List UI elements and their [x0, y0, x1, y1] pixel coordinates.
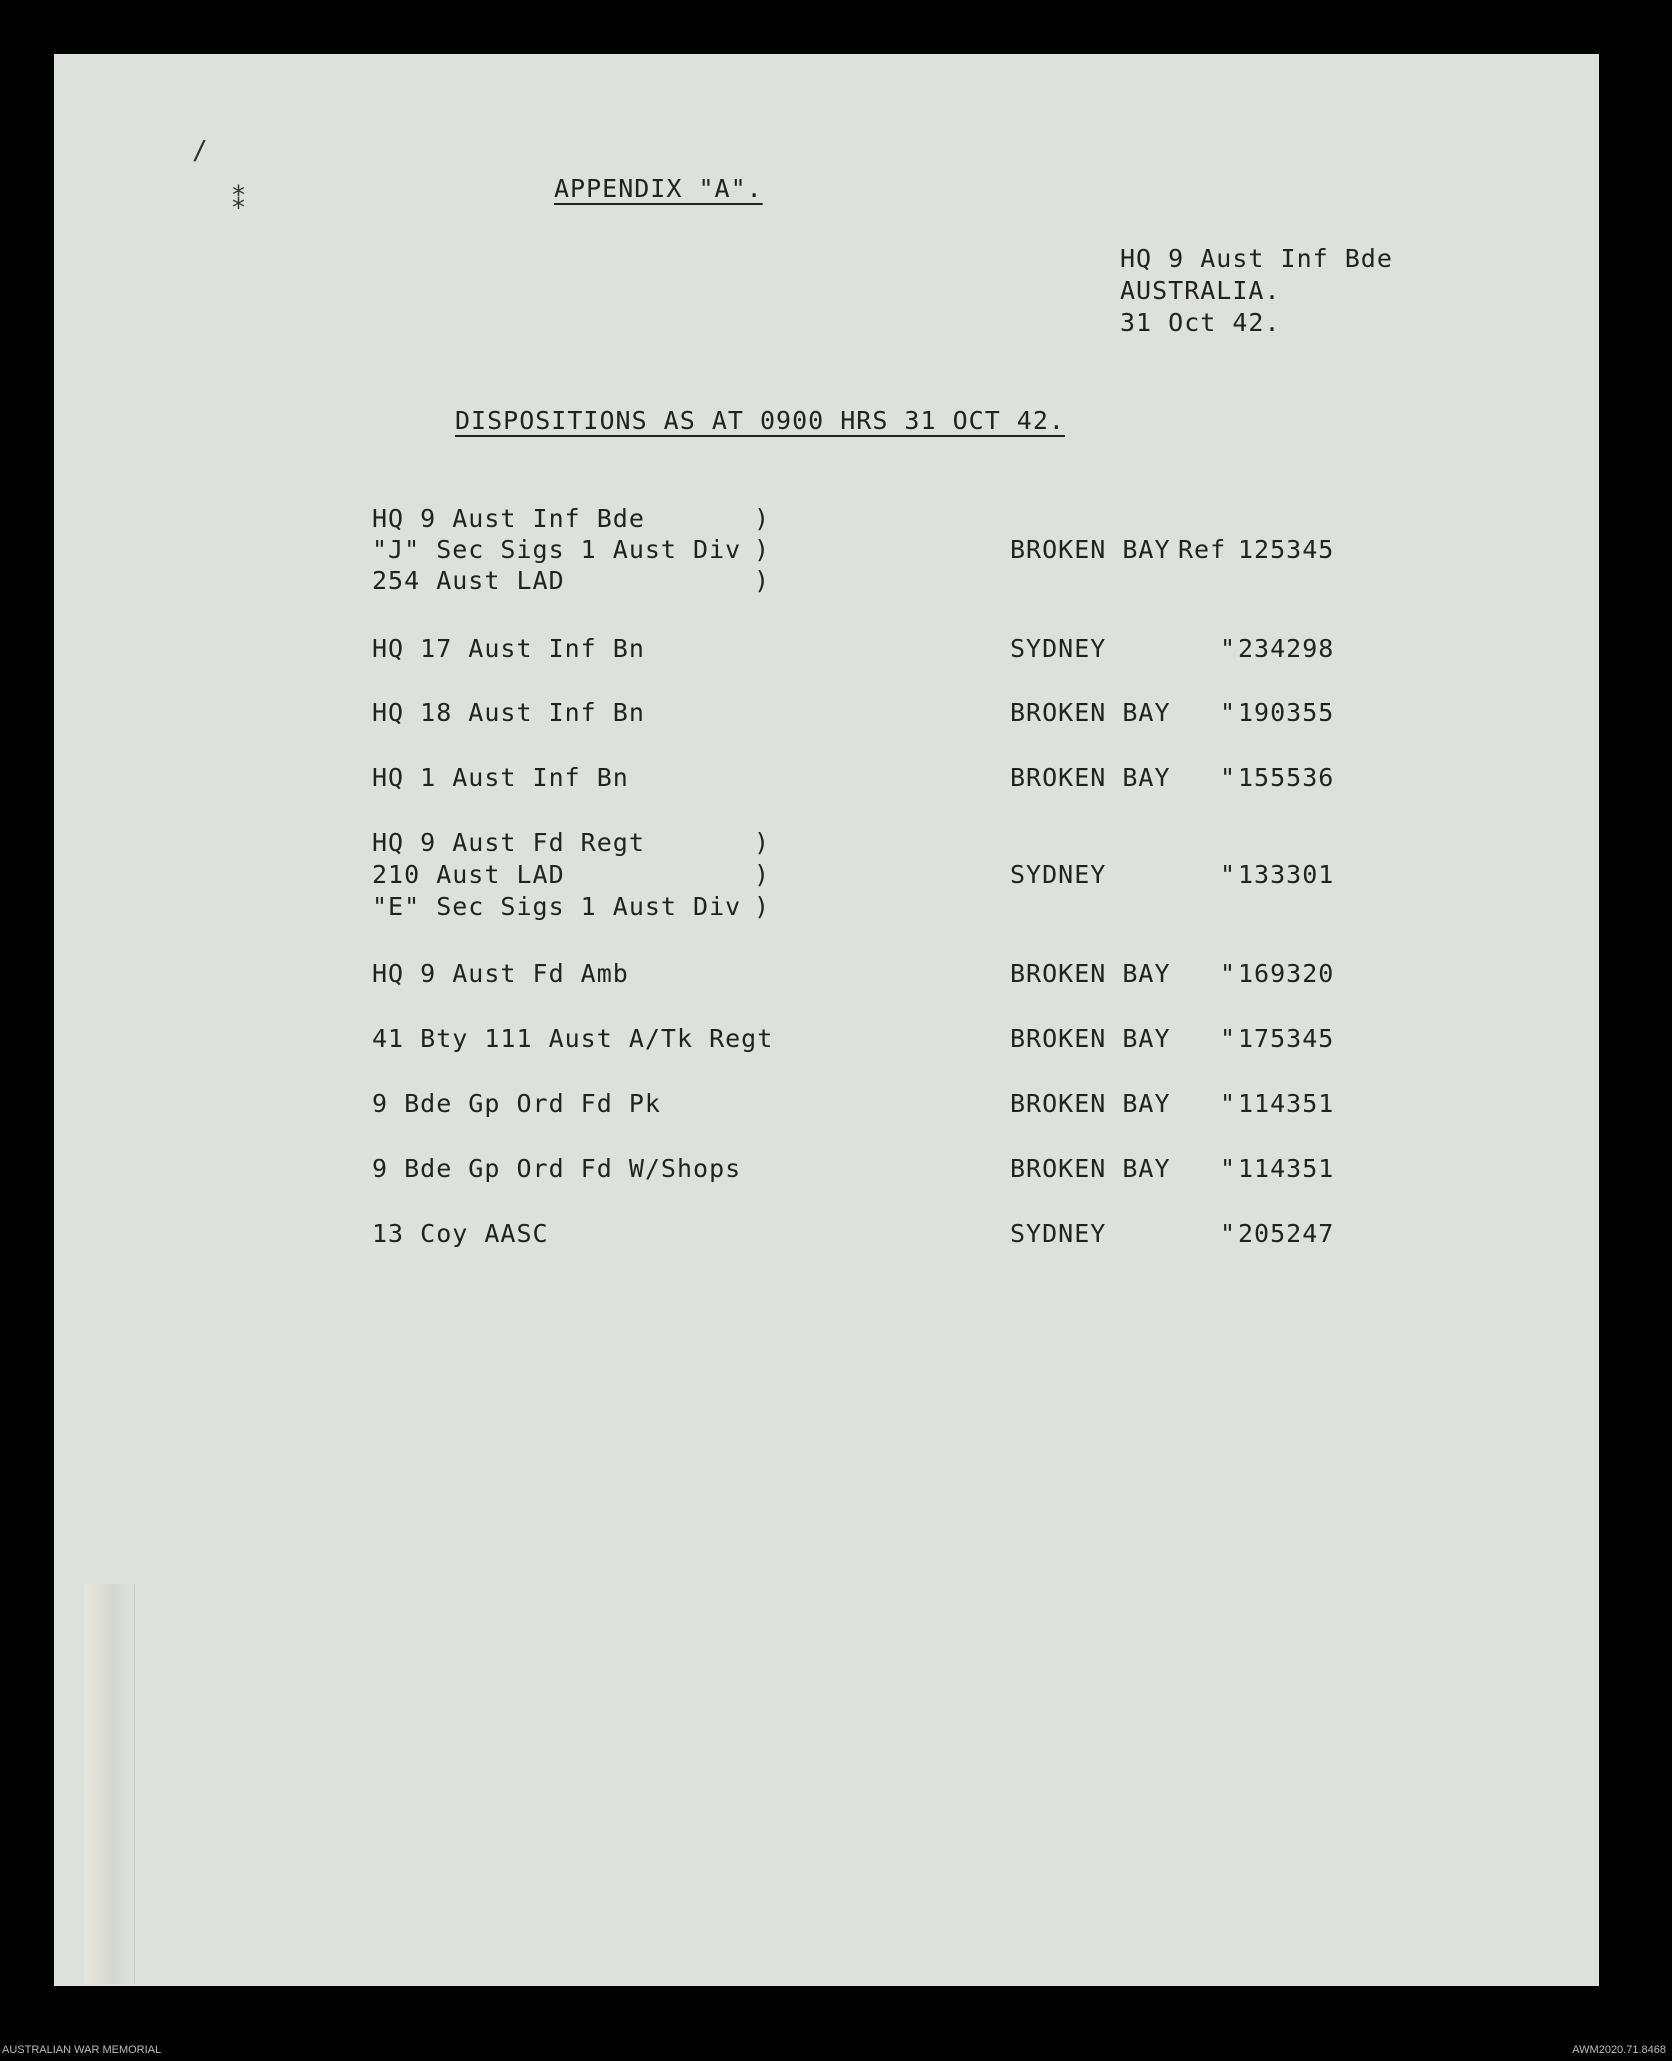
ref-prefix: "	[1220, 698, 1237, 727]
unit-line: 13 Coy AASC	[372, 1219, 549, 1248]
location: BROKEN BAY	[1010, 1154, 1171, 1183]
map-reference: 114351	[1238, 1154, 1335, 1183]
map-reference: 114351	[1238, 1089, 1335, 1118]
ink-mark: /	[192, 136, 208, 166]
footer-source: AUSTRALIAN WAR MEMORIAL	[2, 2044, 162, 2056]
ref-prefix: Ref	[1178, 535, 1227, 564]
unit-line: HQ 9 Aust Fd Amb	[372, 959, 629, 988]
header-date: 31 Oct 42.	[1120, 308, 1281, 337]
brace: )	[754, 566, 770, 595]
map-reference: 125345	[1238, 535, 1335, 564]
ref-prefix: "	[1220, 959, 1237, 988]
brace: )	[754, 535, 770, 564]
unit-line: 9 Bde Gp Ord Fd W/Shops	[372, 1154, 742, 1183]
location: BROKEN BAY	[1010, 535, 1171, 564]
map-reference: 155536	[1238, 763, 1335, 792]
location: BROKEN BAY	[1010, 698, 1171, 727]
unit-line: 210 Aust LAD	[372, 860, 565, 889]
ref-prefix: "	[1220, 860, 1237, 889]
ref-prefix: "	[1220, 1024, 1237, 1053]
header-country: AUSTRALIA.	[1120, 276, 1281, 305]
map-reference: 190355	[1238, 698, 1335, 727]
unit-line: 9 Bde Gp Ord Fd Pk	[372, 1089, 661, 1118]
brace: )	[754, 860, 770, 889]
unit-line: 254 Aust LAD	[372, 566, 565, 595]
ref-prefix: "	[1220, 1154, 1237, 1183]
unit-line: 41 Bty 111 Aust A/Tk Regt	[372, 1024, 774, 1053]
ref-prefix: "	[1220, 763, 1237, 792]
map-reference: 234298	[1238, 634, 1335, 663]
footer-accession: AWM2020.71.8468	[1572, 2044, 1666, 2056]
ink-mark: ⁑	[232, 186, 245, 216]
location: BROKEN BAY	[1010, 1089, 1171, 1118]
location: SYDNEY	[1010, 634, 1107, 663]
brace: )	[754, 892, 770, 921]
unit-line: "E" Sec Sigs 1 Aust Div	[372, 892, 742, 921]
location: BROKEN BAY	[1010, 959, 1171, 988]
ref-prefix: "	[1220, 634, 1237, 663]
header-unit: HQ 9 Aust Inf Bde	[1120, 244, 1393, 273]
unit-line: HQ 1 Aust Inf Bn	[372, 763, 629, 792]
paper-curl	[84, 1584, 135, 1984]
unit-line: HQ 9 Aust Fd Regt	[372, 828, 645, 857]
unit-line: HQ 17 Aust Inf Bn	[372, 634, 645, 663]
map-reference: 133301	[1238, 860, 1335, 889]
location: SYDNEY	[1010, 1219, 1107, 1248]
unit-line: "J" Sec Sigs 1 Aust Div	[372, 535, 742, 564]
location: BROKEN BAY	[1010, 763, 1171, 792]
map-reference: 175345	[1238, 1024, 1335, 1053]
ref-prefix: "	[1220, 1089, 1237, 1118]
document-page	[54, 54, 1599, 1986]
location: SYDNEY	[1010, 860, 1107, 889]
brace: )	[754, 828, 770, 857]
brace: )	[754, 504, 770, 533]
ref-prefix: "	[1220, 1219, 1237, 1248]
location: BROKEN BAY	[1010, 1024, 1171, 1053]
section-title: DISPOSITIONS AS AT 0900 HRS 31 OCT 42.	[455, 406, 1065, 435]
unit-line: HQ 9 Aust Inf Bde	[372, 504, 645, 533]
appendix-title: APPENDIX "A".	[554, 174, 763, 203]
unit-line: HQ 18 Aust Inf Bn	[372, 698, 645, 727]
map-reference: 205247	[1238, 1219, 1335, 1248]
map-reference: 169320	[1238, 959, 1335, 988]
